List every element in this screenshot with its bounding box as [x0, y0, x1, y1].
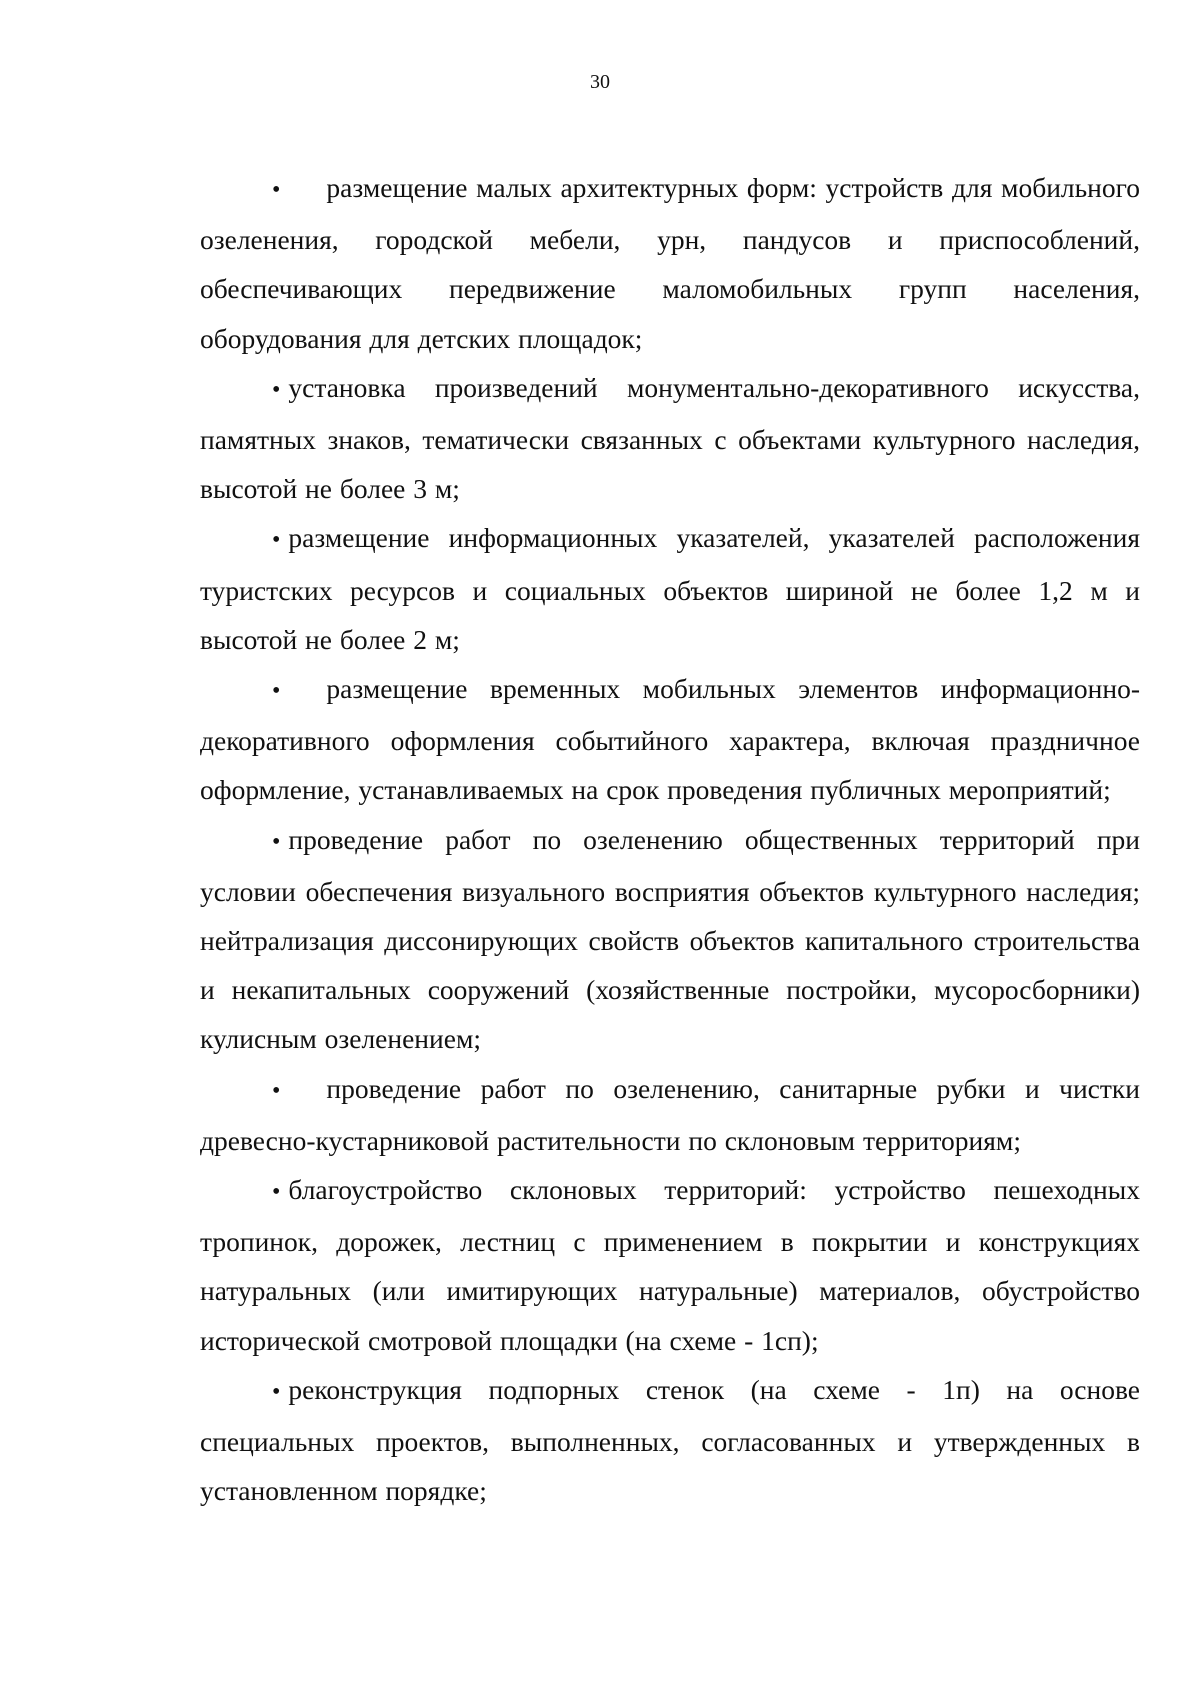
list-item — [200, 815, 1140, 1064]
list-item-text: размещение малых архитектурных форм: устройств для мобильного озеленения, городской мебели, урн, пандусов и приспособлений, обеспечивающих передвижение маломобильных групп населения, оборудования для детских площадок; — [200, 172, 1140, 354]
list-item — [200, 664, 1140, 815]
list-item — [200, 513, 1140, 664]
list-item-text: проведение работ по озеленению, санитарные рубки и чистки древесно-кустарниковой растительности по склоновым территориям; — [200, 1072, 1140, 1156]
bullet-icon: • — [272, 376, 281, 403]
bullet-icon: • — [272, 177, 281, 203]
list-item-text: размещение информационных указателей, указателей расположения туристских ресурсов и социальных объектов шириной не более 1,2 м и высотой не более 2 м; — [200, 522, 1140, 655]
bullet-icon: • — [272, 527, 281, 554]
list-item — [200, 1165, 1140, 1365]
bullet-icon: • — [272, 678, 281, 705]
bullet-icon: • — [272, 1378, 281, 1405]
list-item — [200, 363, 1140, 514]
list-item — [200, 163, 1140, 363]
list-item-text: размещение временных мобильных элементов информационно-декоративного оформления событийного характера, включая праздничное оформление, устанавливаемых на срок проведения публичных мероприятий; — [200, 673, 1140, 806]
bullet-icon: • — [272, 1077, 281, 1104]
bullet-icon: • — [272, 1179, 281, 1206]
list-item — [200, 1365, 1140, 1516]
bullet-icon: • — [272, 828, 281, 855]
page-number: 30 — [590, 71, 610, 93]
list-item — [200, 1064, 1140, 1165]
bullet-list — [200, 163, 1140, 1515]
list-item-text: установка произведений монументально-декоративного искусства, памятных знаков, тематически связанных с объектами культурного наследия, высотой не более 3 м; — [200, 371, 1140, 505]
list-item-text: проведение работ по озеленению общественных территорий при условии обеспечения визуального восприятия объектов культурного наследия; нейтрализация диссонирующих свойств объектов капитального строительства и некапитальных сооружений (хозяйственные постройки, мусоросборники) кулисным озеленением; — [200, 823, 1140, 1055]
list-item-text: благоустройство склоновых территорий: устройство пешеходных тропинок, дорожек, лестниц с применением в покрытии и конструкциях натуральных (или имитирующих натуральные) материалов, обустройство исторической смотровой площадки (на схеме - 1сп); — [200, 1174, 1140, 1356]
list-item-text: реконструкция подпорных стенок (на схеме - 1п) на основе специальных проектов, выполненных, согласованных и утвержденных в установленном порядке; — [200, 1373, 1140, 1507]
